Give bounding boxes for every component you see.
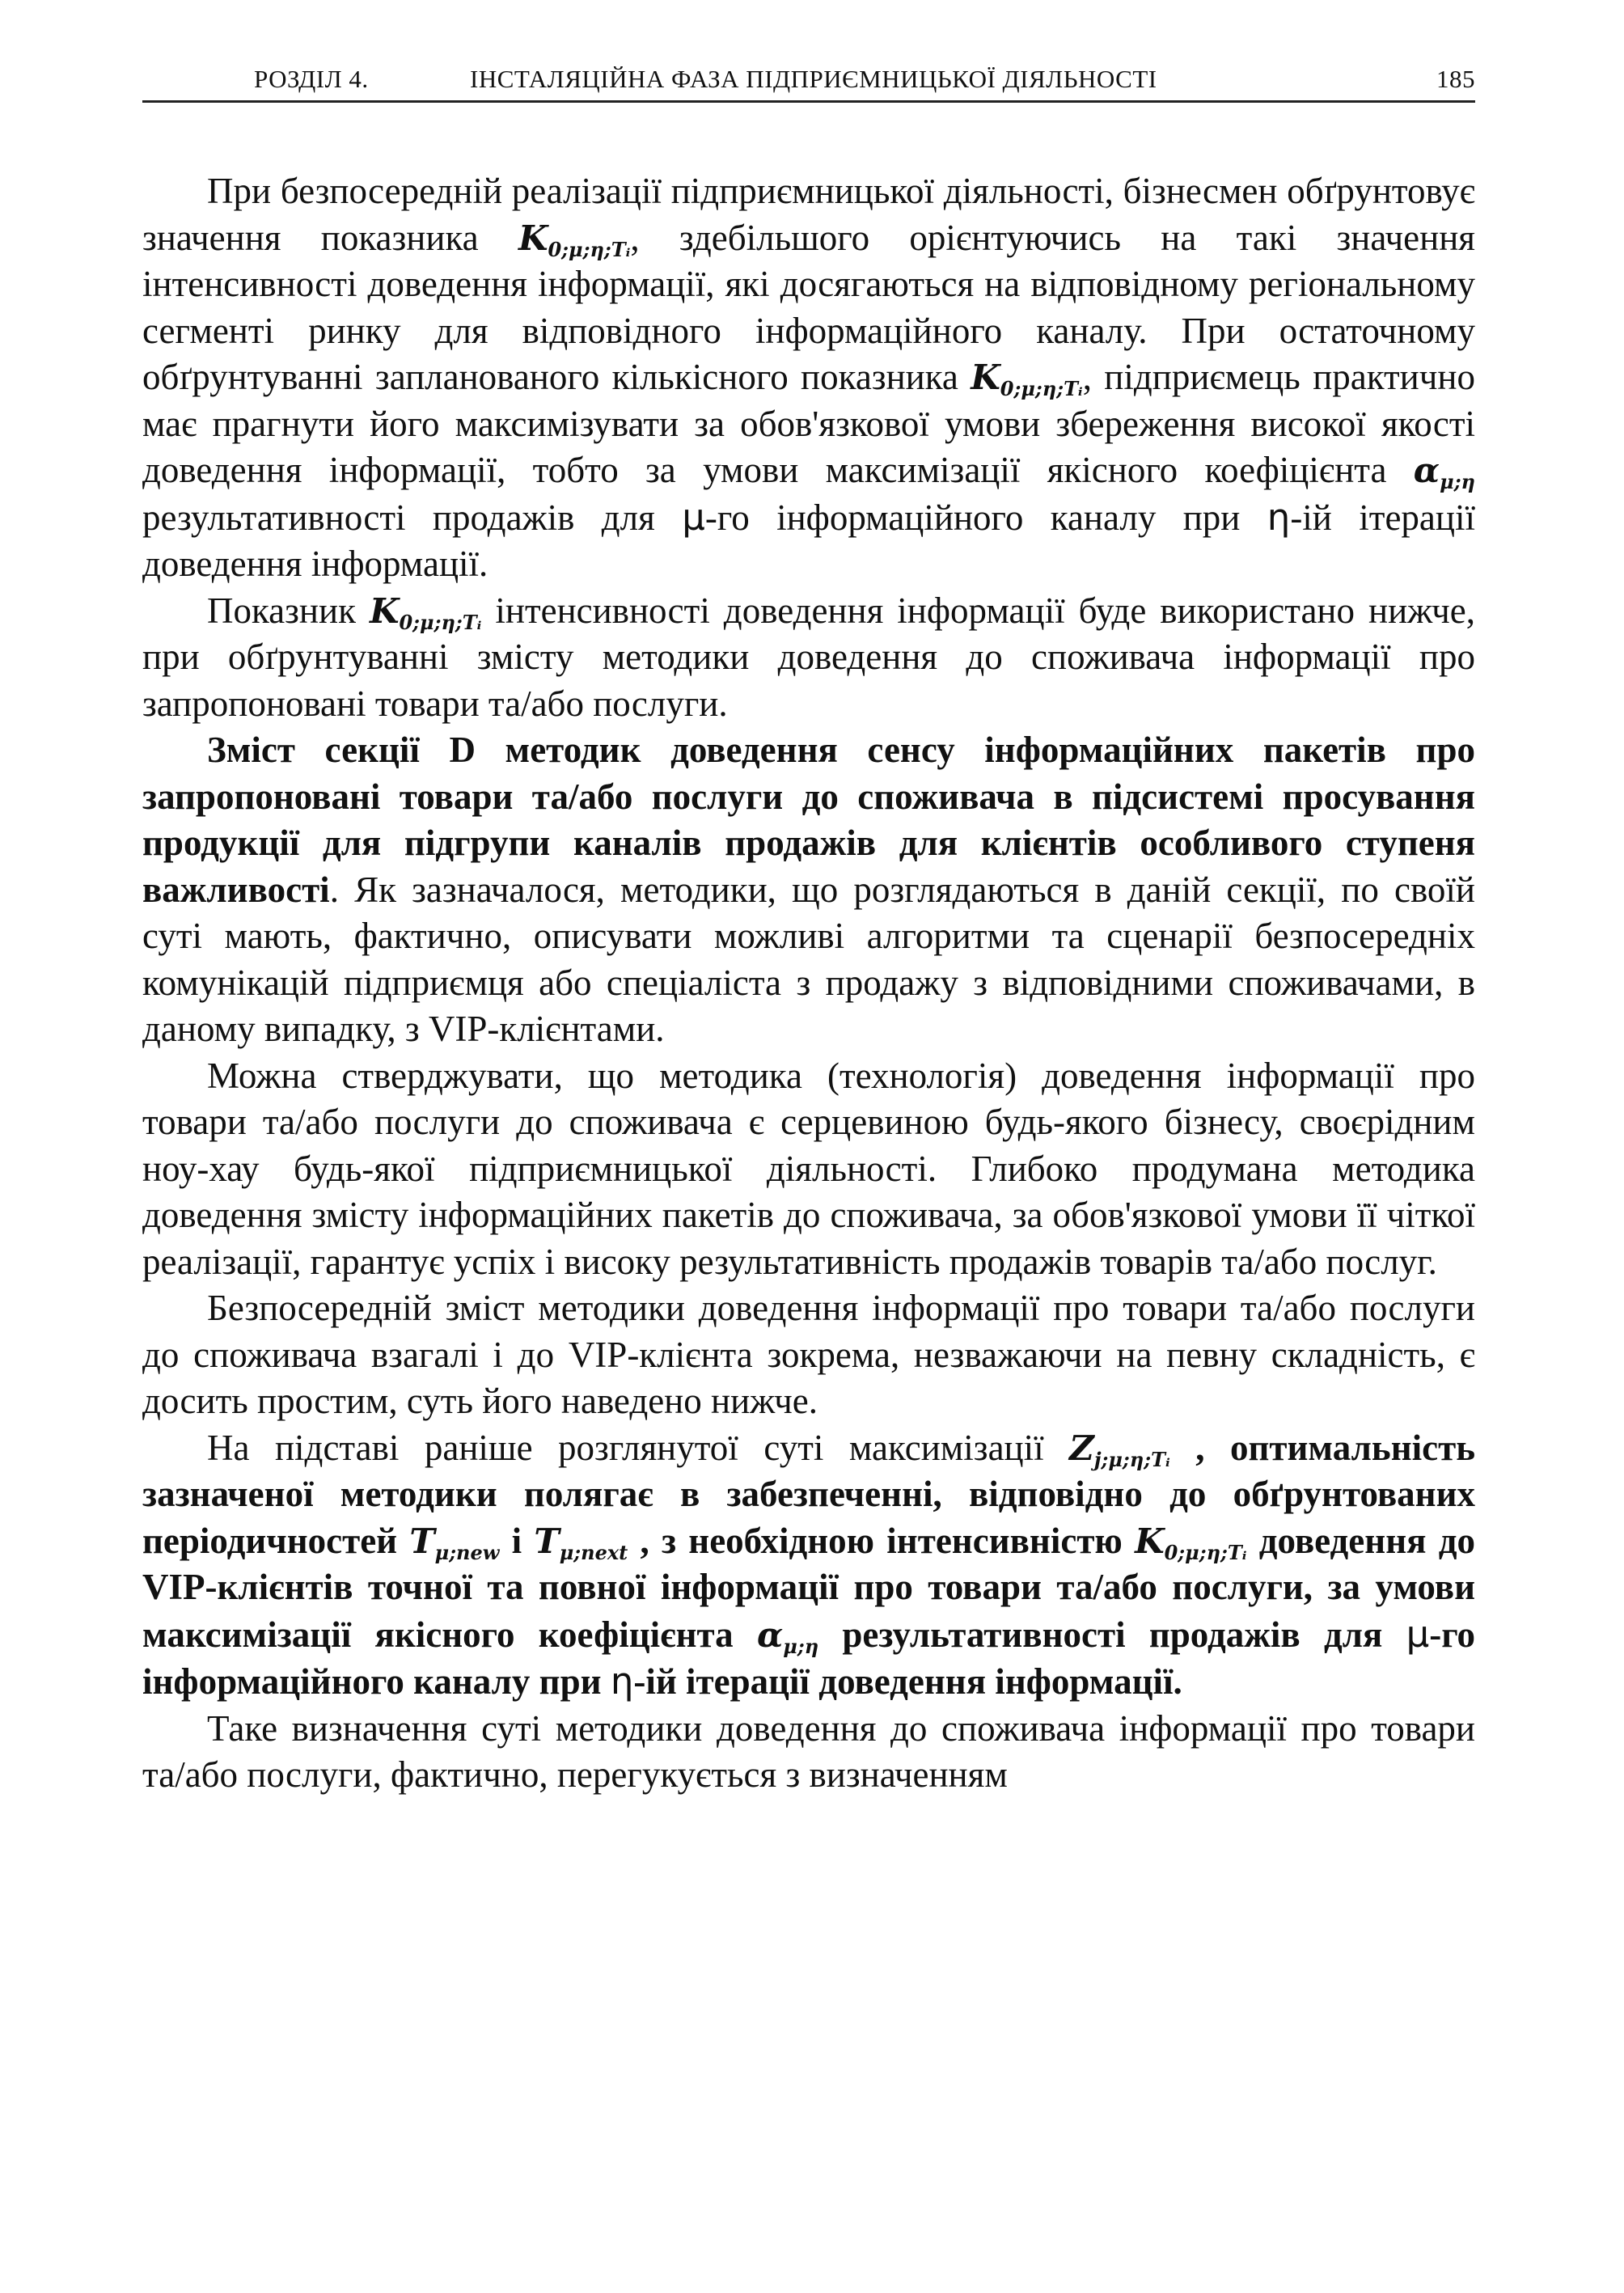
bold-run: -го інформаційного каналу при: [142, 1614, 1476, 1702]
symbol-mu: μ: [1406, 1612, 1430, 1656]
formula-base: α: [756, 1614, 784, 1655]
text-run: , підприємець практично має прагнути його максимізувати за обов'язкової умови збереження високої якості доведення інформації, тобто за умови максимізації якісного коефіцієнта: [142, 357, 1475, 490]
text-run: При безпосередній реалізації підприємницької діяльності, бізнесмен обґрунтовує значення показника: [142, 171, 1475, 258]
bold-run: доведення до VIP-клієнтів точної та повної інформації про товари та/або послуги, за умови максимізації якісного коефіцієнта: [142, 1520, 1475, 1655]
formula-k-intensity: [369, 590, 482, 634]
formula-subscript: μ;next: [559, 1540, 628, 1564]
formula-base: K: [369, 590, 400, 631]
header-title: ІНСТАЛЯЦІЙНА ФАЗА ПІДПРИЄМНИЦЬКОЇ ДІЯЛЬНОСТІ: [470, 65, 1157, 93]
running-header: [142, 58, 1475, 103]
formula-subscript: 0;μ;η;Tᵢ: [1164, 1540, 1247, 1564]
bold-run: , оптимальність зазначеної методики полягає в забезпеченні, відповідно до обґрунтованих періодичностей: [142, 1427, 1476, 1561]
text-run: . Як зазначалося, методики, що розглядаються в даній секції, по своїй суті мають, фактично, описувати можливі алгоритми та сценарії безпосередніх комунікацій підприємця або спеціаліста з продажу з відповідними споживачами, в даному випадку, з VIP-клієнтами.: [142, 869, 1475, 1049]
symbol-mu: μ: [682, 495, 705, 539]
formula-base: Z: [1069, 1428, 1094, 1468]
formula-subscript: j;μ;η;Tᵢ: [1093, 1447, 1170, 1471]
text-run: , здебільшого орієнтуючись на такі значення інтенсивності доведення інформації, які досягаються на відповідному регіональному сегменті ринку для відповідного інформаційного каналу. При остаточному обґрунтуванні запланованого кількісного показника: [142, 217, 1476, 397]
paragraph-4: Можна стверджувати, що методика (технологія) доведення інформації про товари та/або послуги до споживача є серцевиною будь-якого бізнесу, своєрідним ноу-хау будь-якої підприємницької діяльності. Глибоко продумана методика доведення змісту інформаційних пакетів до споживача, за обов'язкової умови її чіткої реалізації, гарантує успіх і високу результативність продажів товарів та/або послуг.: [142, 1055, 1475, 1282]
section-heading: Зміст секції D методик доведення сенсу інформаційних пакетів про запропоновані товари та/або послуги до споживача в підсистемі просування продукції для підгрупи каналів продажів для клієнтів особливого ступеня важливості: [142, 730, 1475, 910]
formula-k-intensity: [971, 357, 1083, 400]
formula-subscript: 0;μ;η;Tᵢ: [399, 610, 482, 634]
text-run: -ій ітерації доведення інформації.: [142, 497, 1475, 584]
formula-z-maximization: [1069, 1428, 1170, 1471]
formula-subscript: 0;μ;η;Tᵢ: [1000, 377, 1083, 400]
formula-t-new: [409, 1521, 500, 1564]
formula-subscript: μ;η: [1440, 470, 1475, 493]
body-text: [142, 168, 1475, 1799]
text-run: результативності продажів для: [142, 497, 683, 538]
formula-k-intensity: [1135, 1521, 1247, 1564]
formula-base: T: [534, 1521, 560, 1561]
formula-base: K: [1135, 1521, 1165, 1561]
paragraph-5: Безпосередній зміст методики доведення інформації про товари та/або послуги до споживача взагалі і до VIP-клієнта зокрема, незважаючи на певну складність, є досить простим, суть його наведено нижче.: [142, 1288, 1475, 1421]
paragraph-3: [142, 727, 1475, 1053]
formula-base: T: [409, 1521, 435, 1561]
formula-subscript: μ;new: [434, 1540, 500, 1564]
text-run: -го інформаційного каналу при: [704, 497, 1267, 538]
paragraph-7: Таке визначення суті методики доведення до споживача інформації про товари та/або послуги, фактично, перегукується з визначенням: [142, 1707, 1475, 1795]
symbol-eta: η: [1267, 495, 1291, 539]
bold-run: і: [499, 1520, 535, 1561]
bold-run: -ій ітерації доведення інформації.: [633, 1661, 1182, 1702]
formula-base: K: [518, 218, 548, 258]
formula-subscript: 0;μ;η;Tᵢ: [548, 237, 631, 261]
text-run: інтенсивності доведення інформації буде використано нижче, при обґрунтуванні змісту методики доведення до споживача інформації про запропоновані товари та/або послуги.: [142, 590, 1475, 724]
formula-base: K: [971, 357, 1000, 397]
formula-subscript: μ;η: [783, 1634, 819, 1658]
text-run: Показник: [207, 590, 370, 631]
formula-t-next: [534, 1521, 628, 1564]
paragraph-2: [142, 588, 1475, 728]
bold-run: , з необхідною інтенсивністю: [628, 1520, 1136, 1561]
formula-alpha-coefficient: [1413, 451, 1475, 493]
formula-k-intensity: [518, 218, 631, 261]
symbol-eta: η: [610, 1660, 634, 1703]
header-chapter: РОЗДІЛ 4.: [254, 65, 369, 93]
page-number: 185: [1436, 65, 1475, 93]
text-run: На підставі раніше розглянутої суті максимізації: [207, 1427, 1070, 1468]
formula-base: α: [1413, 451, 1440, 490]
paragraph-1: [142, 168, 1475, 588]
paragraph-6: [142, 1425, 1475, 1706]
formula-alpha-coefficient: [756, 1614, 819, 1658]
bold-run: результативності продажів для: [818, 1614, 1406, 1655]
